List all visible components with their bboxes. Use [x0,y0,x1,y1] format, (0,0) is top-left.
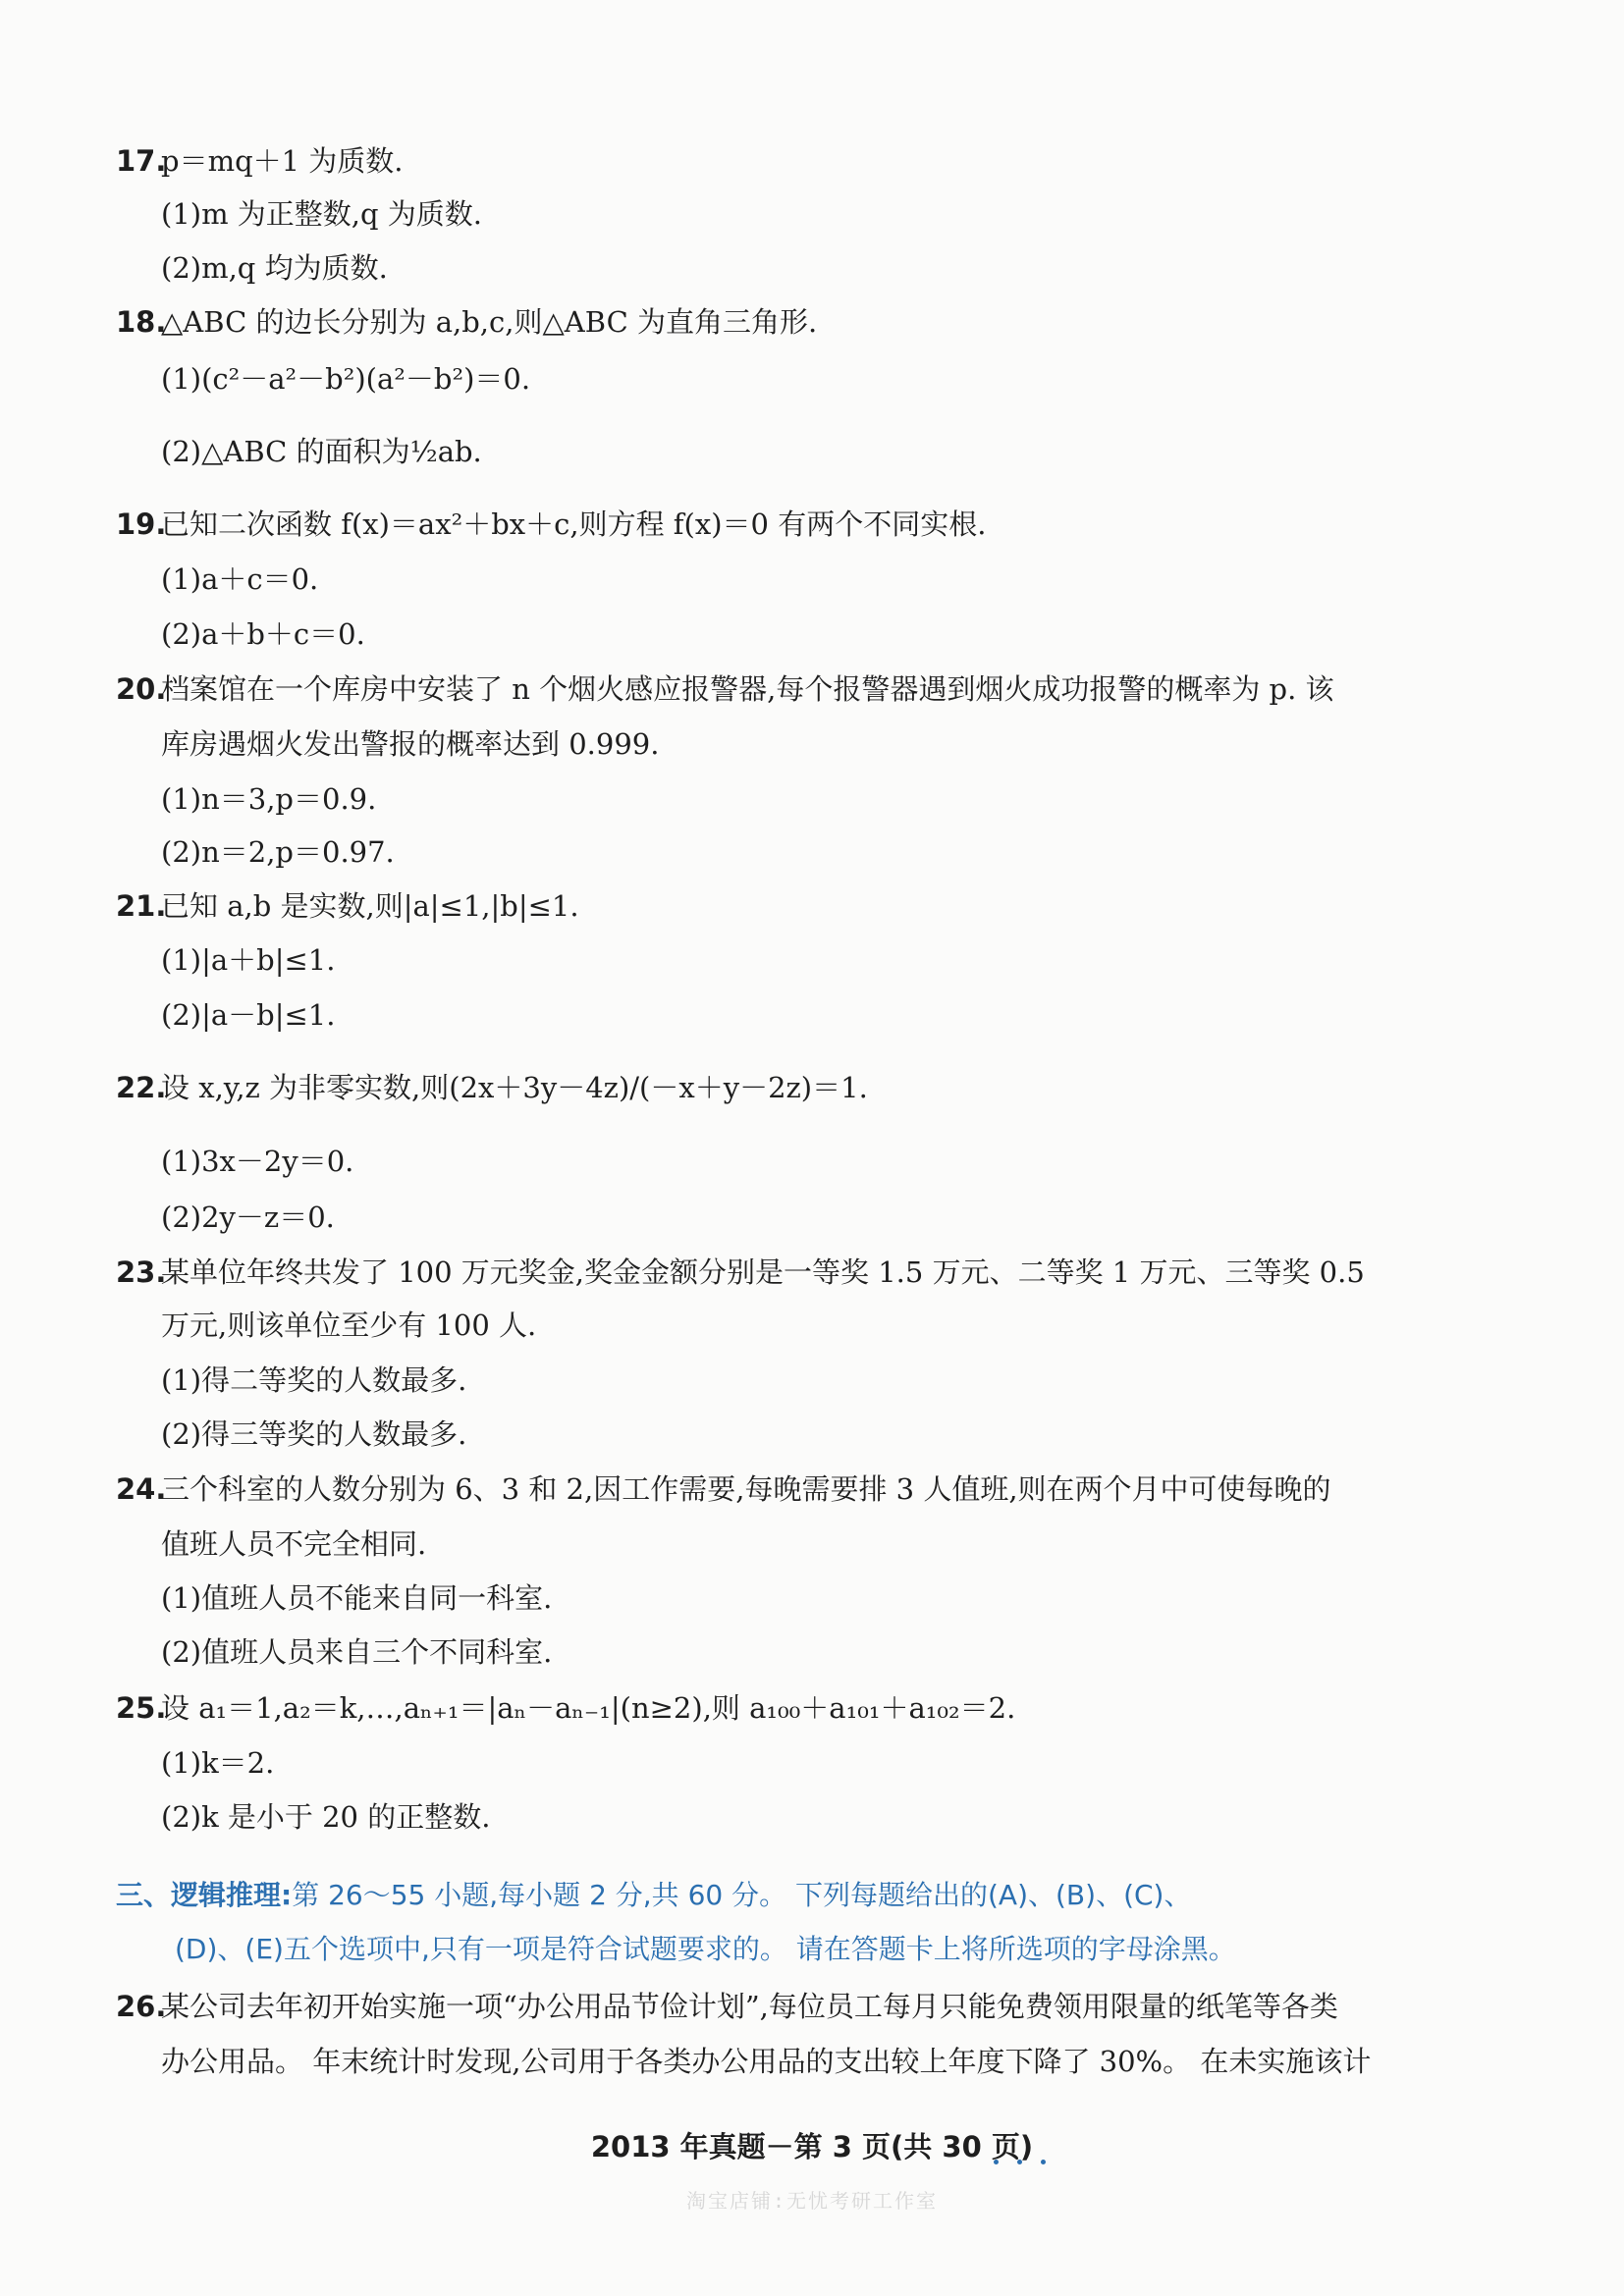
section-heading: 三、逻辑推理: [116,1879,293,1911]
question-stem: 设 a₁＝1,a₂＝k,…,aₙ₊₁＝|aₙ－aₙ₋₁|(n≥2),则 a₁₀₀＋a₁₀₁＋a₁₀₂＝2. [161,1691,1016,1725]
question-stem: 已知 a,b 是实数,则|a|≤1,|b|≤1. [161,889,579,923]
question-stem: 某公司去年初开始实施一项“办公用品节俭计划”,每位员工每月只能免费领用限量的纸笔等各类 [161,1990,1338,2023]
question-number: 26. [116,1990,167,2023]
option-text: (2)a＋b＋c＝0. [161,617,365,651]
option-text: (2)2y－z＝0. [161,1201,335,1234]
option-text: (1)n＝3,p＝0.9. [161,782,377,816]
section-instructions-line-1: 第 26～55 小题,每小题 2 分,共 60 分。 下列每题给出的(A)、(B)、(C)、 [292,1879,1192,1911]
question-stem-continued: 库房遇烟火发出警报的概率达到 0.999. [161,727,660,761]
question-number: 24. [116,1472,167,1506]
page-footer: 2013 年真题－第 3 页(共 30 页) [590,2130,1034,2163]
question-number: 18. [116,305,167,339]
section-instructions-line-2 [175,1932,1236,1967]
option-text: (2)得三等奖的人数最多. [161,1417,467,1451]
question-number: 17. [116,144,167,178]
question-stem-continued: 万元,则该单位至少有 100 人. [161,1308,537,1342]
question-stem: 档案馆在一个库房中安装了 n 个烟火感应报警器,每个报警器遇到烟火成功报警的概率为 p. 该 [161,672,1334,706]
question-stem: △ABC 的边长分别为 a,b,c,则△ABC 为直角三角形. [161,305,818,339]
option-text: (1)得二等奖的人数最多. [161,1363,467,1397]
option-text: (2)m,q 均为质数. [161,251,388,285]
question-number: 19. [116,507,167,541]
question-stem: 已知二次函数 f(x)＝ax²＋bx＋c,则方程 f(x)＝0 有两个不同实根. [161,507,987,541]
option-text: (1)a＋c＝0. [161,562,319,596]
question-number: 23. [116,1255,167,1289]
question-stem: 某单位年终共发了 100 万元奖金,奖金金额分别是一等奖 1.5 万元、二等奖 1 万元、三等奖 0.5 [161,1255,1365,1289]
section-logic-reasoning-intro [116,1878,1191,1913]
option-text: (2)值班人员来自三个不同科室. [161,1635,553,1669]
option-text: (1)m 为正整数,q 为质数. [161,197,483,231]
question-number: 21. [116,889,167,923]
question-stem-continued: 办公用品。 年末统计时发现,公司用于各类办公用品的支出较上年度下降了 30%。 在未实施该计 [161,2045,1372,2078]
option-text: (2)k 是小于 20 的正整数. [161,1800,491,1834]
question-number: 22. [116,1071,167,1104]
option-text: (1)(c²－a²－b²)(a²－b²)＝0. [161,362,531,396]
option-text: (2)n＝2,p＝0.97. [161,835,395,869]
option-text: (1)值班人员不能来自同一科室. [161,1581,553,1615]
option-text: (1)3x－2y＝0. [161,1145,354,1178]
option-text: (1)k＝2. [161,1746,275,1780]
option-text: (1)|a＋b|≤1. [161,943,336,977]
option-text: (2)|a－b|≤1. [161,998,336,1032]
question-stem: p＝mq＋1 为质数. [161,144,404,178]
question-stem: 设 x,y,z 为非零实数,则(2x＋3y－4z)/(－x＋y－2z)＝1. [161,1071,868,1104]
question-stem: 三个科室的人数分别为 6、3 和 2,因工作需要,每晚需要排 3 人值班,则在两个月中可使每晚的 [161,1472,1331,1506]
section-instructions-text: (D)、(E)五个选项中,只有一项是符合试题要求的。 请在答题卡上将所选项的字母涂黑。 [175,1933,1236,1965]
question-number: 25. [116,1691,167,1725]
watermark-text: 淘宝店铺:无忧考研工作室 [685,2189,939,2213]
option-text: (2)△ABC 的面积为½ab. [161,435,482,468]
question-stem-continued: 值班人员不完全相同. [161,1527,427,1561]
question-number: 20. [116,672,167,706]
